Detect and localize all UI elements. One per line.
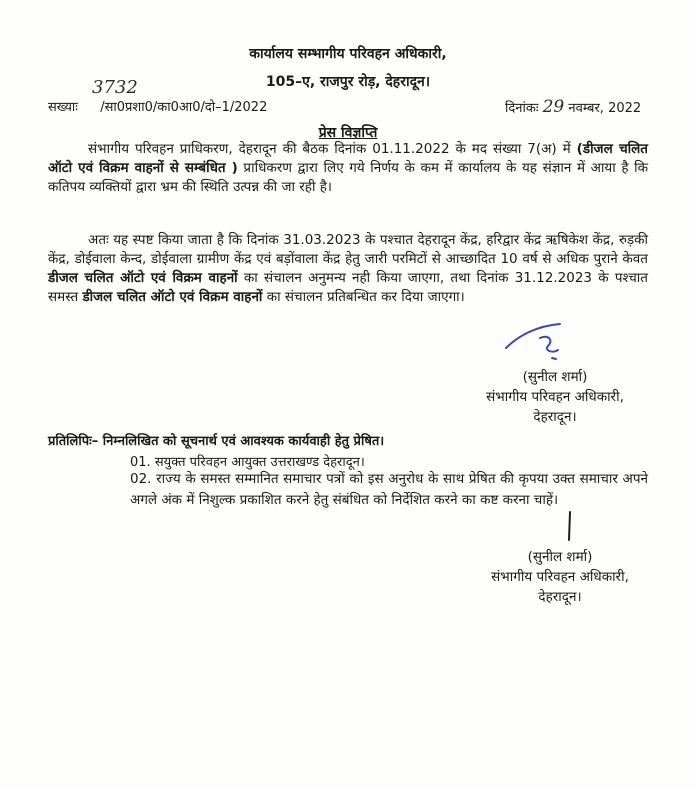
- office-address: 105–ए, राजपुर रोड़, देहरादून।: [265, 74, 431, 90]
- ref-label: सख्याः: [48, 100, 78, 115]
- date-line: [505, 97, 641, 117]
- office-title: कार्यालय सम्भागीय परिवहन अधिकारी,: [249, 46, 447, 62]
- signatory-name-2: (सुनील शर्मा): [527, 549, 593, 565]
- para2-bold-1: डीजल चलित ऑटो एवं विक्रम वाहनों: [48, 270, 238, 286]
- reference-line: [48, 97, 267, 115]
- para2-text-1: अतः यह स्पष्ट किया जाता है कि दिनांक 31.03.2023 के पश्चात देहरादून केंद्र, हरिद्वार केंद्र ऋषिकेश केंद्र, रुड़की केंद्र, डोईवाला केन्द, डोईवाला ग्रामीण केंद्र एवं बड़ोंवाला केंद्र हेतु जारी परमिटों से आच्छादित 10 वर्ष से अधिक पुराने केवत: [48, 232, 648, 267]
- paragraph-1: [48, 140, 648, 197]
- signatory-designation-2: संभागीय परिवहन अधिकारी,: [491, 569, 629, 585]
- copy-item-text: सयुक्त परिवहन आयुक्त उत्तराखण्ड देहरादून।: [154, 455, 365, 470]
- press-release-title: प्रेस विज्ञप्ति: [318, 125, 378, 141]
- signatory-designation-1: संभागीय परिवहन अधिकारी,: [486, 389, 624, 405]
- para1-bold-1: (डीजल चलित ऑटो एवं विक्रम वाहनों से सम्बंधित ): [48, 141, 648, 176]
- copy-label: प्रतिलिपिः–: [48, 434, 99, 449]
- handwritten-number: 3732: [92, 77, 138, 98]
- date-month-year: नवम्बर, 2022: [568, 101, 642, 116]
- para2-bold-2: डीजल चलित ऑटो एवं विक्रम वाहनों: [82, 289, 263, 305]
- copy-heading: [48, 431, 384, 449]
- signatory-name-1: (सुनील शर्मा): [522, 369, 588, 385]
- copy-heading-text: निम्नलिखित को सूचनार्थ एवं आवश्यक कार्यवाही हेतु प्रेषित।: [102, 434, 385, 449]
- date-label: दिनांकः: [505, 101, 539, 116]
- copy-item-text: राज्य के समस्त सम्मानित समाचार पत्रों को इस अनुरोध के साथ प्रेषित की कृपया उक्त समाचार अपने अगले अंक में निशुल्क प्रकाशित करने हेतु संबंधित को निर्देशित करने का कष्ट करना चाहें।: [130, 471, 648, 508]
- copy-item-2: [130, 469, 648, 511]
- signatory-place-1: देहरादून।: [533, 409, 577, 425]
- paragraph-2: [48, 231, 648, 307]
- copy-item-number: 02.: [130, 471, 152, 487]
- signature-scribble-2: [560, 510, 580, 544]
- para1-text-2: प्राधिकरण द्वारा लिए गये निर्णय के कम में कार्यालय के यह संज्ञान में आया है कि कतिपय व्यक्तियों द्वारा भ्रम की स्थिति उत्पन्न की जा रही है।: [48, 160, 649, 195]
- signature-scribble-1: [500, 318, 580, 368]
- para2-text-2: का संचालन अनुमन्य नही किया जाएगा, तथा दिनांक 31.12.2023 के पश्चात समस्त: [48, 270, 648, 305]
- copy-item-1: [130, 452, 365, 470]
- signature-block-2: [470, 547, 650, 607]
- para2-text-3: का संचालन प्रतिबन्धित कर दिया जाएगा।: [262, 289, 465, 305]
- date-day-handwritten: 29: [542, 97, 565, 117]
- ref-number: /सा0प्रशा0/का0आ0/दो–1/2022: [100, 100, 268, 115]
- para1-text-1: संभागीय परिवहन प्राधिकरण, देहरादून की बैठक दिनांक 01.11.2022 के मद संख्या 7(अ) में: [88, 141, 577, 157]
- copy-item-number: 01.: [130, 455, 151, 470]
- signatory-place-2: देहरादून।: [538, 589, 582, 605]
- signature-block-1: [470, 367, 640, 427]
